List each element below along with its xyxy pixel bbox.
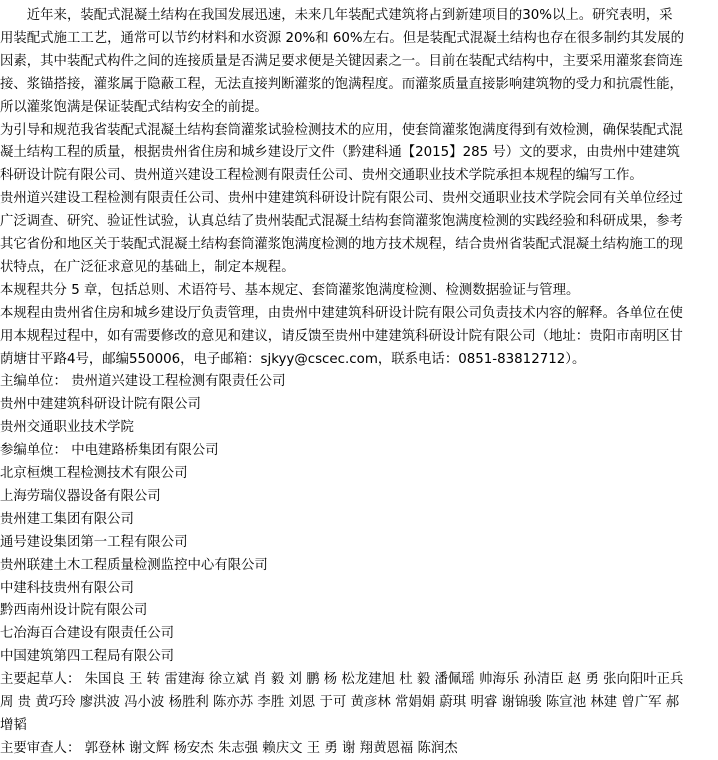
text-line: 为引导和规范我省装配式混凝土结构套筒灌浆试验检测技术的应用，使套筒灌浆饱满度得到有效检测，确保装配式混 bbox=[0, 122, 683, 138]
text-line: 贵州道兴建设工程检测有限责任公司、贵州中建建筑科研设计院有限公司、贵州交通职业技术学院会同有关单位经过 bbox=[0, 191, 683, 207]
text-line: 贵州中建建筑科研设计院有限公司 bbox=[0, 397, 201, 413]
text-line: 参编单位： 中电建路桥集团有限公司 bbox=[0, 443, 219, 459]
text-line: 主要起草人： 朱国良 王 转 雷建海 徐立斌 肖 毅 刘 鹏 杨 松龙建旭 杜 毅 潘佩瑶 帅海乐 孙清臣 赵 勇 张向阳叶正兵 bbox=[0, 672, 684, 688]
text-line: 七冶海百合建设有限责任公司 bbox=[0, 626, 175, 642]
text-line: 贵州交通职业技术学院 bbox=[0, 420, 134, 436]
text-line: 近年来，装配式混凝土结构在我国发展迅速，未来几年装配式建筑将占到新建项目的30%以上。研究表明，采 bbox=[0, 8, 673, 23]
text-line: 用本规程过程中，如有需要修改的意见和建议，请反馈至贵州中建建筑科研设计院有限公司（地址：贵阳市南明区甘 bbox=[0, 328, 683, 344]
text-line: 用装配式施工工艺，通常可以节约材料和水资源 20%和 60%左右。但是装配式混凝土结构也存在很多制约其发展的 bbox=[0, 30, 685, 46]
text-line: 增韬 bbox=[0, 717, 27, 733]
text-line: 贵州联建土木工程质量检测监控中心有限公司 bbox=[0, 557, 268, 573]
text-line: 上海劳瑞仪器设备有限公司 bbox=[0, 488, 161, 504]
text-line: 黔西南州设计院有限公司 bbox=[0, 603, 148, 619]
text-line: 状特点，在广泛征求意见的基础上，制定本规程。 bbox=[0, 259, 295, 275]
text-line: 中建科技贵州有限公司 bbox=[0, 580, 134, 596]
text-line: 主要审查人： 郭登林 谢文辉 杨安杰 朱志强 赖庆文 王 勇 谢 翔黄恩福 陈润杰 bbox=[0, 740, 458, 756]
text-line: 中国建筑第四工程局有限公司 bbox=[0, 649, 175, 665]
text-line: 其它省份和地区关于装配式混凝土结构套筒灌浆饱满度检测的地方技术规程，结合贵州省装配式混凝土结构施工的现 bbox=[0, 237, 683, 252]
text-line: 因素，其中装配式构件之间的连接质量是否满足要求便是关键因素之一。目前在装配式结构中，主要采用灌浆套筒连 bbox=[0, 53, 683, 69]
text-line: 本规程共分 5 章，包括总则、术语符号、基本规定、套筒灌浆饱满度检测、检测数据验证与管理。 bbox=[0, 282, 580, 298]
text-line: 贵州建工集团有限公司 bbox=[0, 511, 134, 527]
text-line: 广泛调查、研究、验证性试验，认真总结了贵州装配式混凝土结构套筒灌浆饱满度检测的实践经验和科研成果，参考 bbox=[0, 214, 683, 230]
text-line: 荫塘甘平路4号，邮编550006，电子邮箱：sjkyy@cscec.com，联系电话：0851-83812712）。 bbox=[0, 351, 586, 367]
text-line: 凝土结构工程的质量，根据贵州省住房和城乡建设厅文件（黔建科通【2015】285 号）文的要求，由贵州中建建筑 bbox=[0, 145, 680, 161]
text-line: 北京桓燠工程检测技术有限公司 bbox=[0, 466, 188, 481]
text-line: 主编单位： 贵州道兴建设工程检测有限责任公司 bbox=[0, 374, 286, 390]
text-line: 科研设计院有限公司、贵州道兴建设工程检测有限责任公司、贵州交通职业技术学院承担本规程的编写工作。 bbox=[0, 168, 643, 184]
text-line: 接、浆锚搭接，灌浆属于隐蔽工程，无法直接判断灌浆的饱满程度。而灌浆质量直接影响建筑物的受力和抗震性能， bbox=[0, 76, 683, 92]
text-line: 周 贵 黄巧玲 廖洪波 冯小波 杨胜利 陈亦苏 李胜 刘恩 于可 黄彦林 常娟娟 蔚琪 明睿 谢锦骏 陈宣池 林建 曾广军 郝 bbox=[0, 695, 680, 710]
text-line: 通号建设集团第一工程有限公司 bbox=[0, 534, 188, 550]
text-line: 所以灌浆饱满是保证装配式结构安全的前提。 bbox=[0, 99, 268, 115]
text-line: 本规程由贵州省住房和城乡建设厅负责管理，由贵州中建建筑科研设计院有限公司负责技术内容的解释。各单位在使 bbox=[0, 305, 683, 321]
